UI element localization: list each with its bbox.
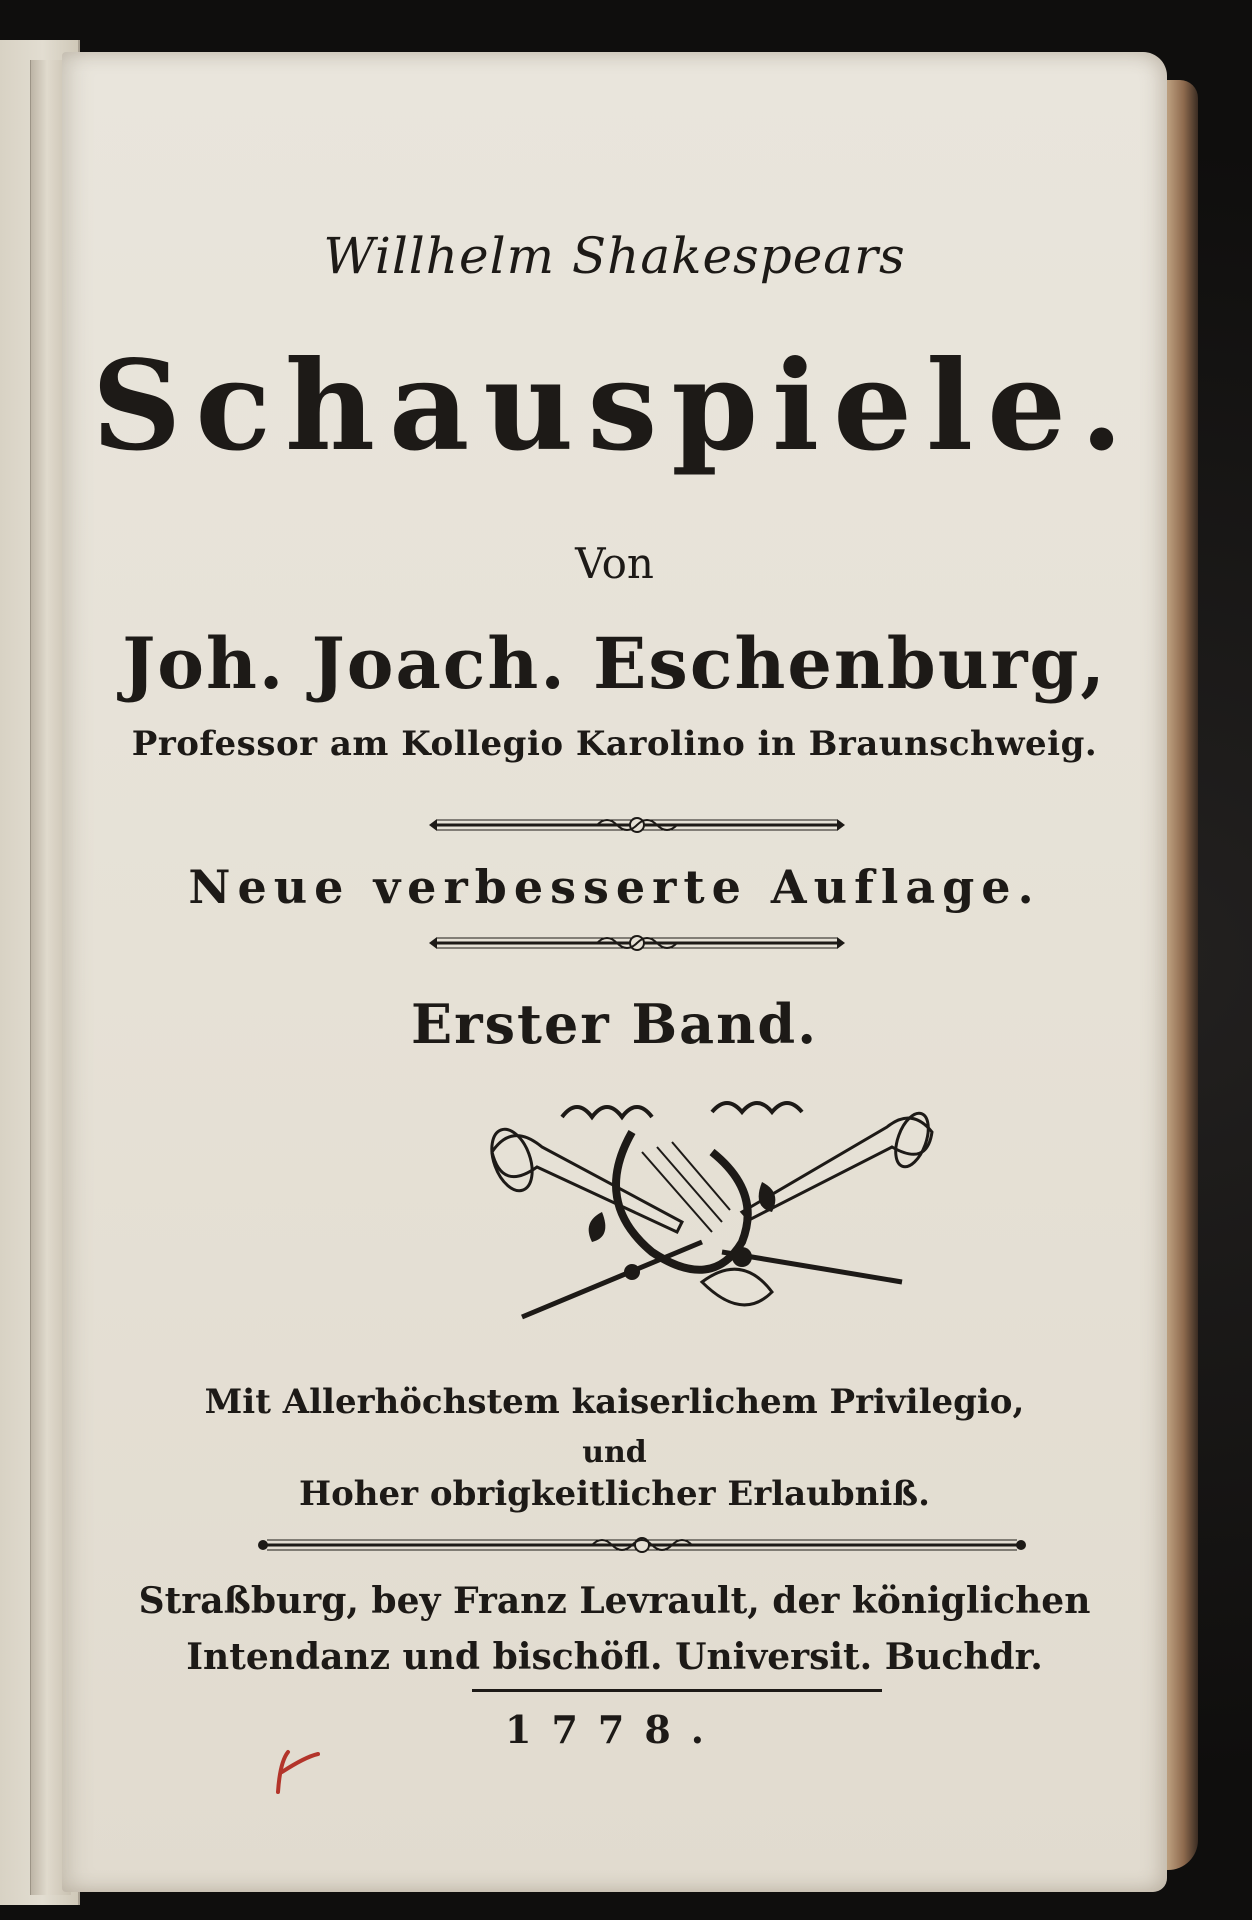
imprint-line-2: Intendanz und bischöfl. Universit. Buchdr. bbox=[186, 1636, 1043, 1678]
ornamental-rule-1 bbox=[427, 814, 847, 836]
imprint-line-1: Straßburg, bey Franz Levrault, der königlichen bbox=[138, 1580, 1091, 1622]
title-page bbox=[62, 52, 1167, 1892]
volume-line: Erster Band. bbox=[410, 992, 818, 1056]
publication-year: 1778. bbox=[505, 1707, 724, 1752]
privilege-line-2: und bbox=[582, 1435, 647, 1470]
translator-title: Professor am Kollegio Karolino in Braunschweig. bbox=[131, 724, 1098, 764]
privilege-line-3: Hoher obrigkeitlicher Erlaubniß. bbox=[299, 1474, 930, 1514]
ornamental-rule-2 bbox=[427, 932, 847, 954]
plain-rule bbox=[472, 1689, 882, 1692]
author-line: Willhelm Shakespears bbox=[323, 227, 906, 285]
edition-line: Neue verbesserte Auflage. bbox=[188, 860, 1041, 914]
privilege-line-1: Mit Allerhöchstem kaiserlichem Privilegio, bbox=[204, 1382, 1025, 1422]
translator-name: Joh. Joach. Eschenburg, bbox=[122, 622, 1107, 705]
ornamental-rule-3 bbox=[257, 1534, 1027, 1556]
by-line: Von bbox=[575, 539, 654, 588]
main-title: Schauspiele. bbox=[91, 334, 1138, 479]
lyre-trumpets-vignette bbox=[482, 1092, 942, 1336]
red-pencil-mark bbox=[270, 1742, 330, 1806]
